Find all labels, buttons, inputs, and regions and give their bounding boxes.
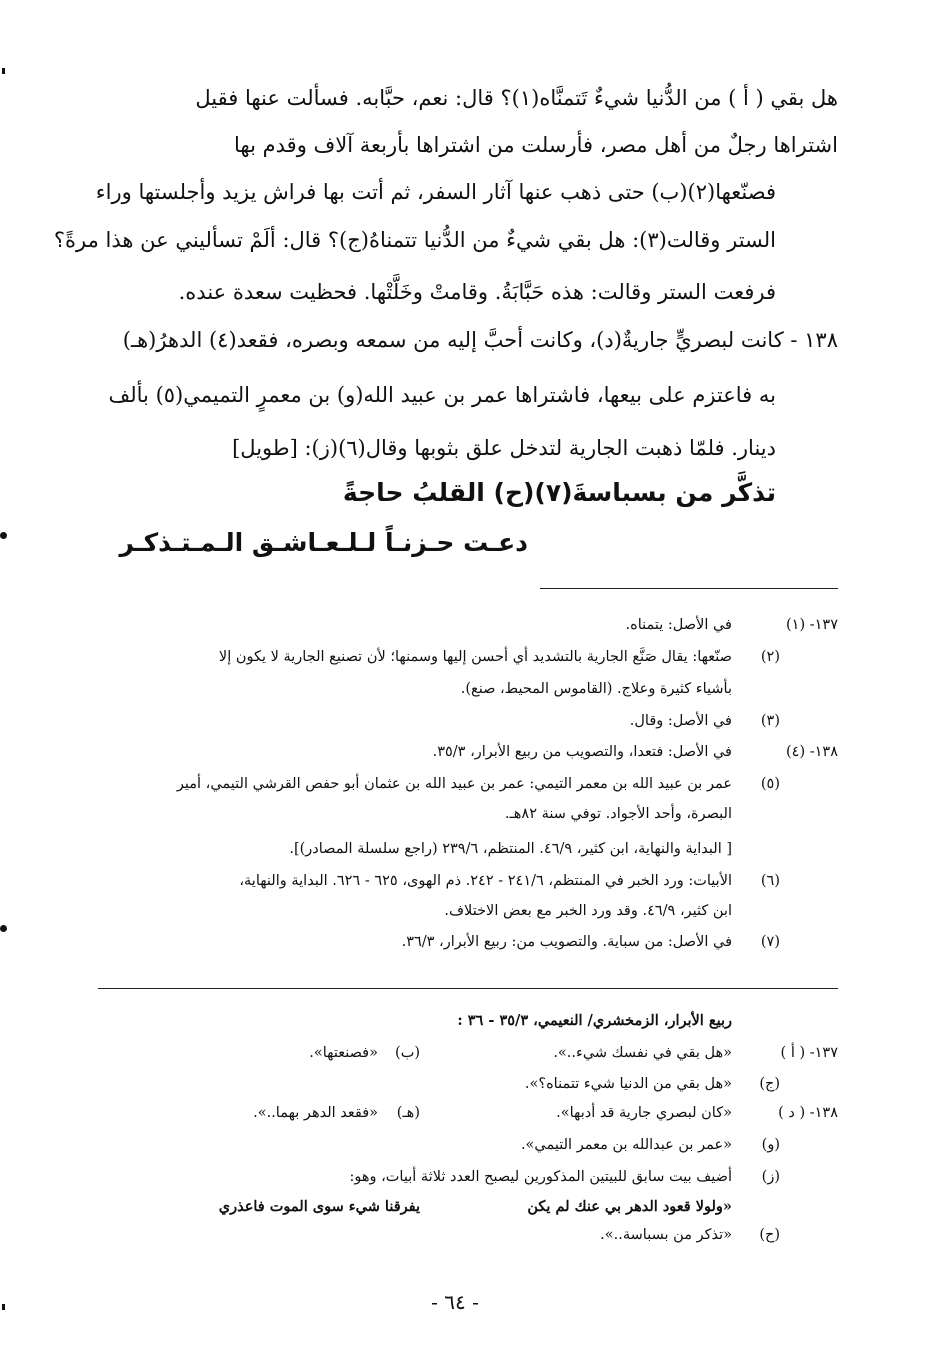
variant-number: (ز): [761, 1169, 780, 1185]
verse-second-hemistich: دعـت حـزنـاً لـلـعـاشـق الـمـتـذكـر: [119, 528, 528, 557]
footnote-number: (٣): [760, 713, 780, 729]
variant-text: «كان لبصري جارية قد أدبها».: [556, 1105, 732, 1121]
footnote-text: البصرة، وأحد الأجواد. توفي سنة ٨٢هـ.: [504, 806, 732, 822]
variant-text: «هل بقي في نفسك شيء..».: [553, 1045, 732, 1061]
footnote-text: عمر بن عبيد الله بن معمر التيمي: عمر بن عبيد الله بن عثمان أبو حفص القرشي التيمي، أمير: [176, 776, 732, 792]
footnote-number: (٢): [760, 649, 780, 665]
footnote-text: بأشياء كثيرة وعلاج. (القاموس المحيط، صنع).: [460, 681, 732, 697]
footnote-number: ١٣٧- (١): [785, 617, 838, 633]
footnote-text: الأبيات: ورد الخبر في المنتظم، ٢٤١/٦ - ٢٤٢. ذم الهوى، ٦٢٥ - ٦٢٦. البداية والنهاية،: [239, 873, 732, 889]
footnote-number: (٧): [760, 934, 780, 950]
main-text-line: به فاعتزم على بيعها، فاشتراها عمر بن عبيد الله(و) بن معمرٍ التميمي(٥) بألف: [108, 383, 776, 407]
footnote-text: ابن كثير، ٤٦/٩. وقد ورد الخبر مع بعض الاختلاف.: [444, 903, 732, 919]
footnote-text: في الأصل: من سباية. والتصويب من: ربيع الأبرار، ٣٦/٣.: [401, 934, 732, 950]
variant-number: (ج): [759, 1076, 780, 1092]
footnote-text: صنّعها: يقال صَنَّع الجارية بالتشديد أي أحسن إليها وسمنها؛ لأن تصنيع الجارية لا يكون إلا: [218, 649, 732, 665]
entry-138-first-line: ١٣٨ - كانت لبصريٍّ جاريةٌ(د)، وكانت أحبَّ إليه من سمعه وبصره، فقعد(٤) الدهرُ(هـ): [122, 328, 838, 352]
page-number: - ٦٤ -: [431, 1290, 479, 1314]
verse-first-hemistich: تذكَّر من بسباسةَ(٧)(ح) القلبُ حاجةً: [342, 478, 776, 507]
footnote-separator-1: [540, 588, 838, 589]
footnote-text: [ البداية والنهاية، ابن كثير، ٤٦/٩. المنتظم، ٢٣٩/٦ (راجع سلسلة المصادر)].: [289, 841, 732, 857]
footnote-text: في الأصل: فتعدا، والتصويب من ربيع الأبرار، ٣٥/٣.: [432, 744, 732, 760]
footnote-separator-2: [98, 988, 838, 989]
footnote-text: في الأصل: وقال.: [629, 713, 732, 729]
variant-number: (و): [761, 1137, 780, 1153]
main-text-line: الستر وقالت(٣): هل بقي شيءٌ من الدُّنيا تتمناهُ(ج)؟ قال: ألَمْ تسأليني عن هذا مرةً؟: [53, 228, 776, 252]
main-text-line: اشتراها رجلٌ من أهل مصر، فأرسلت من اشتراها بأربعة آلاف وقدم بها: [234, 133, 838, 157]
added-verse-first: «ولولا قعود الدهر بي عنك لم يكن: [527, 1198, 732, 1215]
variant-text: أضيف بيت سابق للبيتين المذكورين ليصبح العدد ثلاثة أبيات، وهو:: [349, 1169, 732, 1185]
variants-heading: ربيع الأبرار، الزمخشري/ النعيمي، ٣٥/٣ - ٣٦ :: [457, 1012, 732, 1029]
variant-text: «تذكر من بسباسة..».: [600, 1227, 732, 1243]
scan-mark: [0, 925, 7, 932]
variant-number: ١٣٨- ( د ): [778, 1105, 838, 1121]
scan-mark: [0, 532, 7, 539]
main-text-line: فصنّعها(٢)(ب) حتى ذهب عنها آثار السفر، ثم أتت بها فراش يزيد وأجلستها وراء: [95, 180, 776, 204]
variant-text: «عمر بن عبدالله بن معمر التيمي».: [520, 1137, 732, 1153]
variant-number: ١٣٧- ( أ ): [780, 1045, 838, 1061]
variant-text: «فصنعتها».: [309, 1045, 378, 1061]
variant-text: «فقعد الدهر بهما..».: [253, 1105, 378, 1121]
main-text-line: فرفعت الستر وقالت: هذه حَبَّابَةُ. وقامتْ وخَلَّتْها. فحظيت سعدة عنده.: [178, 280, 776, 304]
footnote-number: (٥): [760, 776, 780, 792]
variant-text: «هل بقي من الدنيا شيء تتمناه؟».: [524, 1076, 732, 1092]
scan-mark: [2, 1304, 5, 1310]
scan-mark: [2, 68, 5, 74]
main-text-line: دينار. فلمّا ذهبت الجارية لتدخل علق بثوبها وقال(٦)(ز): [طويل]: [232, 436, 776, 460]
variant-number: (ب): [395, 1045, 420, 1061]
variant-number: (هـ): [396, 1105, 420, 1121]
footnote-number: (٦): [760, 873, 780, 889]
added-verse-second: يفرقنا شيء سوى الموت فاعذري: [218, 1198, 420, 1215]
variant-number: (ح): [759, 1227, 780, 1243]
footnote-text: في الأصل: يتمناه.: [625, 617, 732, 633]
main-text-line: هل بقي ( أ ) من الدُّنيا شيءٌ تَتمنَّاه(١)؟ قال: نعم، حبَّابه. فسألت عنها فقيل: [195, 86, 838, 110]
footnote-number: ١٣٨- (٤): [785, 744, 838, 760]
